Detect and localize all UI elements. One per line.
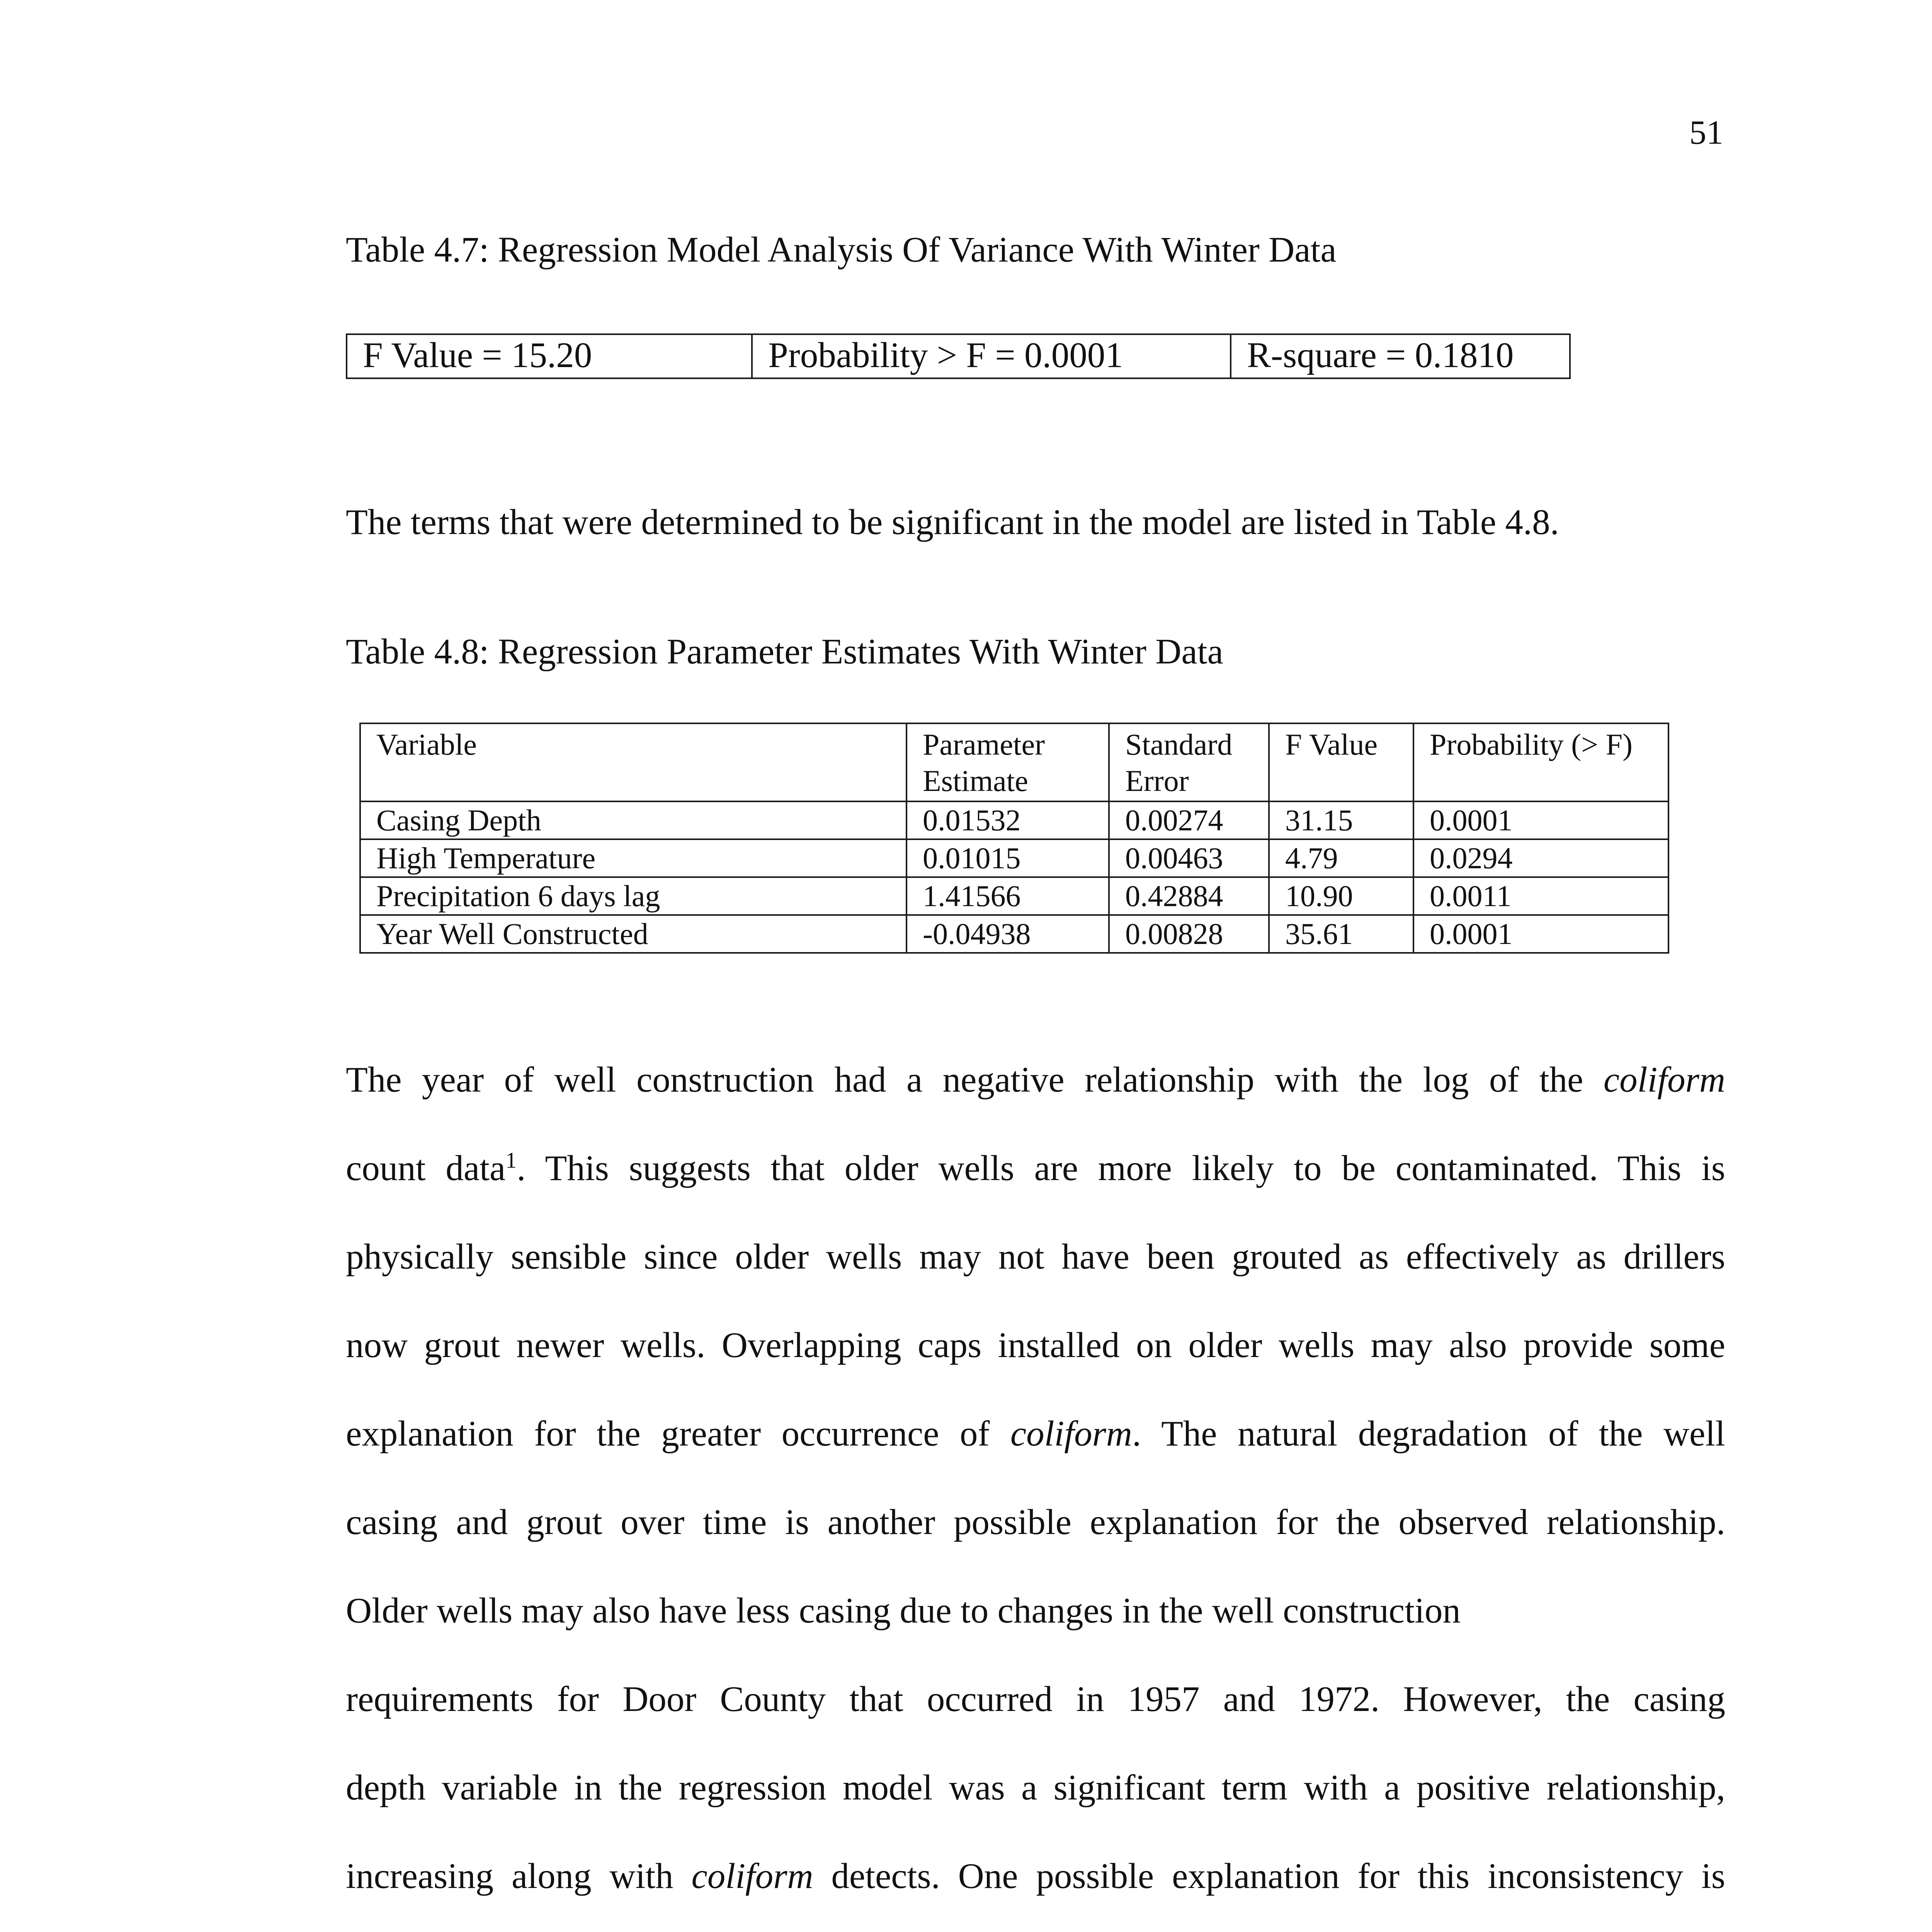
footnote-marker: 1 [505, 1148, 517, 1173]
estimate-cell: 0.01015 [906, 839, 1109, 877]
header-probability: Probability (> F) [1413, 723, 1668, 801]
table-row [360, 915, 1668, 953]
std-error-cell: 0.42884 [1109, 877, 1269, 915]
paragraph-line [346, 1920, 1725, 1932]
std-error-cell: 0.00463 [1109, 839, 1269, 877]
f-value-cell: 31.15 [1269, 801, 1413, 839]
intro-sentence: The terms that were determined to be significant in the model are listed in Table 4.8. [346, 502, 1559, 542]
variable-cell: Casing Depth [360, 801, 906, 839]
paragraph-line: The year of well construction had a negative relationship with the log of the coliform [346, 1060, 1725, 1100]
paragraph-line: increasing along with coliform detects. One possible explanation for this inconsistency is [346, 1856, 1725, 1896]
table-header-row [360, 723, 1668, 801]
table-4-7-caption: Table 4.7: Regression Model Analysis Of Variance With Winter Data [346, 230, 1337, 270]
table-row [360, 877, 1668, 915]
paragraph-line: explanation for the greater occurrence of coliform. The natural degradation of the well [346, 1414, 1725, 1454]
variable-cell: Year Well Constructed [360, 915, 906, 953]
header-f-value: F Value [1269, 723, 1413, 801]
probability-cell: 0.0294 [1413, 839, 1668, 877]
probability-cell: 0.0001 [1413, 801, 1668, 839]
variable-cell: High Temperature [360, 839, 906, 877]
probability-cell: 0.0001 [1413, 915, 1668, 953]
italic-term: coliform [691, 1856, 813, 1896]
header-parameter-estimate: Parameter Estimate [906, 723, 1109, 801]
r-square-cell: R-square = 0.1810 [1231, 334, 1570, 378]
f-value-cell: 10.90 [1269, 877, 1413, 915]
table-row [360, 839, 1668, 877]
estimate-cell: 0.01532 [906, 801, 1109, 839]
anova-summary-table [346, 333, 1571, 379]
f-value-cell: F Value = 15.20 [347, 334, 752, 378]
probability-cell: Probability > F = 0.0001 [752, 334, 1231, 378]
f-value-cell: 4.79 [1269, 839, 1413, 877]
paragraph-line: casing and grout over time is another possible explanation for the observed relationship. [346, 1502, 1725, 1542]
paragraph-line: count data$^1$. This suggests that older wells are more likely to be contaminated. This is [346, 1148, 1725, 1188]
f-value-cell: 35.61 [1269, 915, 1413, 953]
paragraph-line: depth variable in the regression model was a significant term with a positive relationship, [346, 1768, 1725, 1808]
estimate-cell: -0.04938 [906, 915, 1109, 953]
italic-term: coliform [1603, 1060, 1725, 1100]
paragraph-line: physically sensible since older wells may not have been grouted as effectively as drillers [346, 1237, 1725, 1277]
variable-cell: Precipitation 6 days lag [360, 877, 906, 915]
italic-term: coliform [1010, 1414, 1132, 1454]
paragraph-line: Older wells may also have less casing due to changes in the well construction [346, 1591, 1461, 1631]
table-4-8-caption: Table 4.8: Regression Parameter Estimates With Winter Data [346, 632, 1223, 672]
parameter-estimates-table [359, 723, 1669, 954]
std-error-cell: 0.00828 [1109, 915, 1269, 953]
body-paragraph [346, 1036, 1725, 1932]
probability-cell: 0.0011 [1413, 877, 1668, 915]
paragraph-line: requirements for Door County that occurred in 1957 and 1972. However, the casing [346, 1679, 1725, 1719]
header-standard-error: Standard Error [1109, 723, 1269, 801]
std-error-cell: 0.00274 [1109, 801, 1269, 839]
table-row [347, 334, 1570, 378]
page-number: 51 [1689, 114, 1723, 151]
header-variable: Variable [360, 723, 906, 801]
estimate-cell: 1.41566 [906, 877, 1109, 915]
table-row [360, 801, 1668, 839]
paragraph-line: now grout newer wells. Overlapping caps installed on older wells may also provide some [346, 1325, 1725, 1365]
